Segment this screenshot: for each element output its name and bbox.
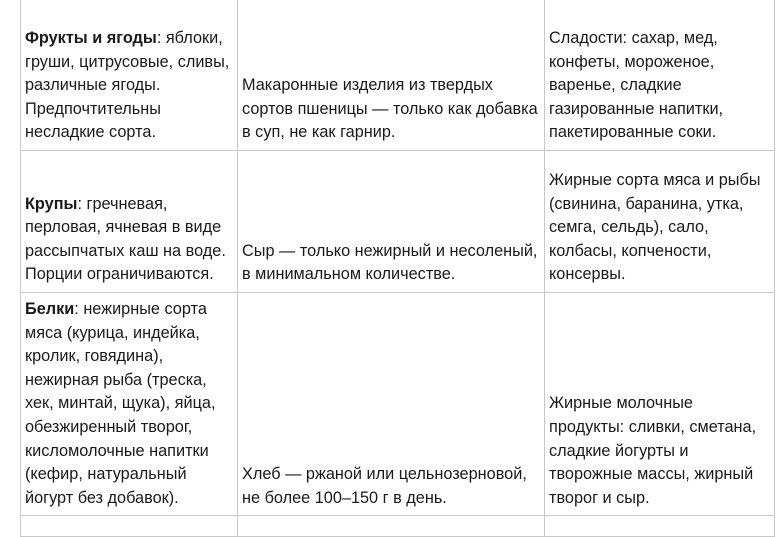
- limited-foods-cell: Сыр — только нежирный и несоленый, в минимальном количестве.: [238, 151, 545, 293]
- empty-cell: [238, 516, 545, 537]
- allowed-foods-cell: [21, 293, 238, 516]
- allowed-foods-text: : нежирные сорта мяса (курица, индейка, кролик, говядина), нежирная рыба (треска, хек, минтай, щука), яйца, обезжиренный творог, кисломолочные напитки (кефир, натуральный йогурт без добавок).: [25, 300, 216, 507]
- allowed-foods-cell: [21, 151, 238, 293]
- diet-table: [20, 0, 775, 537]
- table-row: [21, 0, 775, 151]
- allowed-foods-cell: [21, 0, 238, 151]
- limited-foods-cell: Макаронные изделия из твердых сортов пшеницы — только как добавка в суп, не как гарнир.: [238, 0, 545, 151]
- allowed-foods-text: : гречневая, перловая, ячневая в виде рассыпчатых каш на воде. Порции ограничиваются.: [25, 194, 226, 284]
- table-row: [21, 516, 775, 537]
- excluded-foods-cell: Жирные сорта мяса и рыбы (свинина, баранина, утка, семга, сельдь), сало, колбасы, копчености, консервы.: [545, 151, 775, 293]
- excluded-foods-cell: Сладости: сахар, мед, конфеты, мороженое, варенье, сладкие газированные напитки, пакетированные соки.: [545, 0, 775, 151]
- allowed-foods-text: : яблоки, груши, цитрусовые, сливы, различные ягоды. Предпочтительны несладкие сорта.: [25, 29, 230, 142]
- table-row: [21, 151, 775, 293]
- excluded-foods-cell: Жирные молочные продукты: сливки, сметана, сладкие йогурты и творожные массы, жирный творог и сыр.: [545, 293, 775, 516]
- empty-cell: [21, 516, 238, 537]
- allowed-category-label: Крупы: [25, 194, 78, 213]
- empty-cell: [545, 516, 775, 537]
- table-row: [21, 293, 775, 516]
- allowed-category-label: Фрукты и ягоды: [25, 29, 157, 48]
- limited-foods-cell: Хлеб — ржаной или цельнозерновой, не более 100–150 г в день.: [238, 293, 545, 516]
- allowed-category-label: Белки: [25, 300, 75, 318]
